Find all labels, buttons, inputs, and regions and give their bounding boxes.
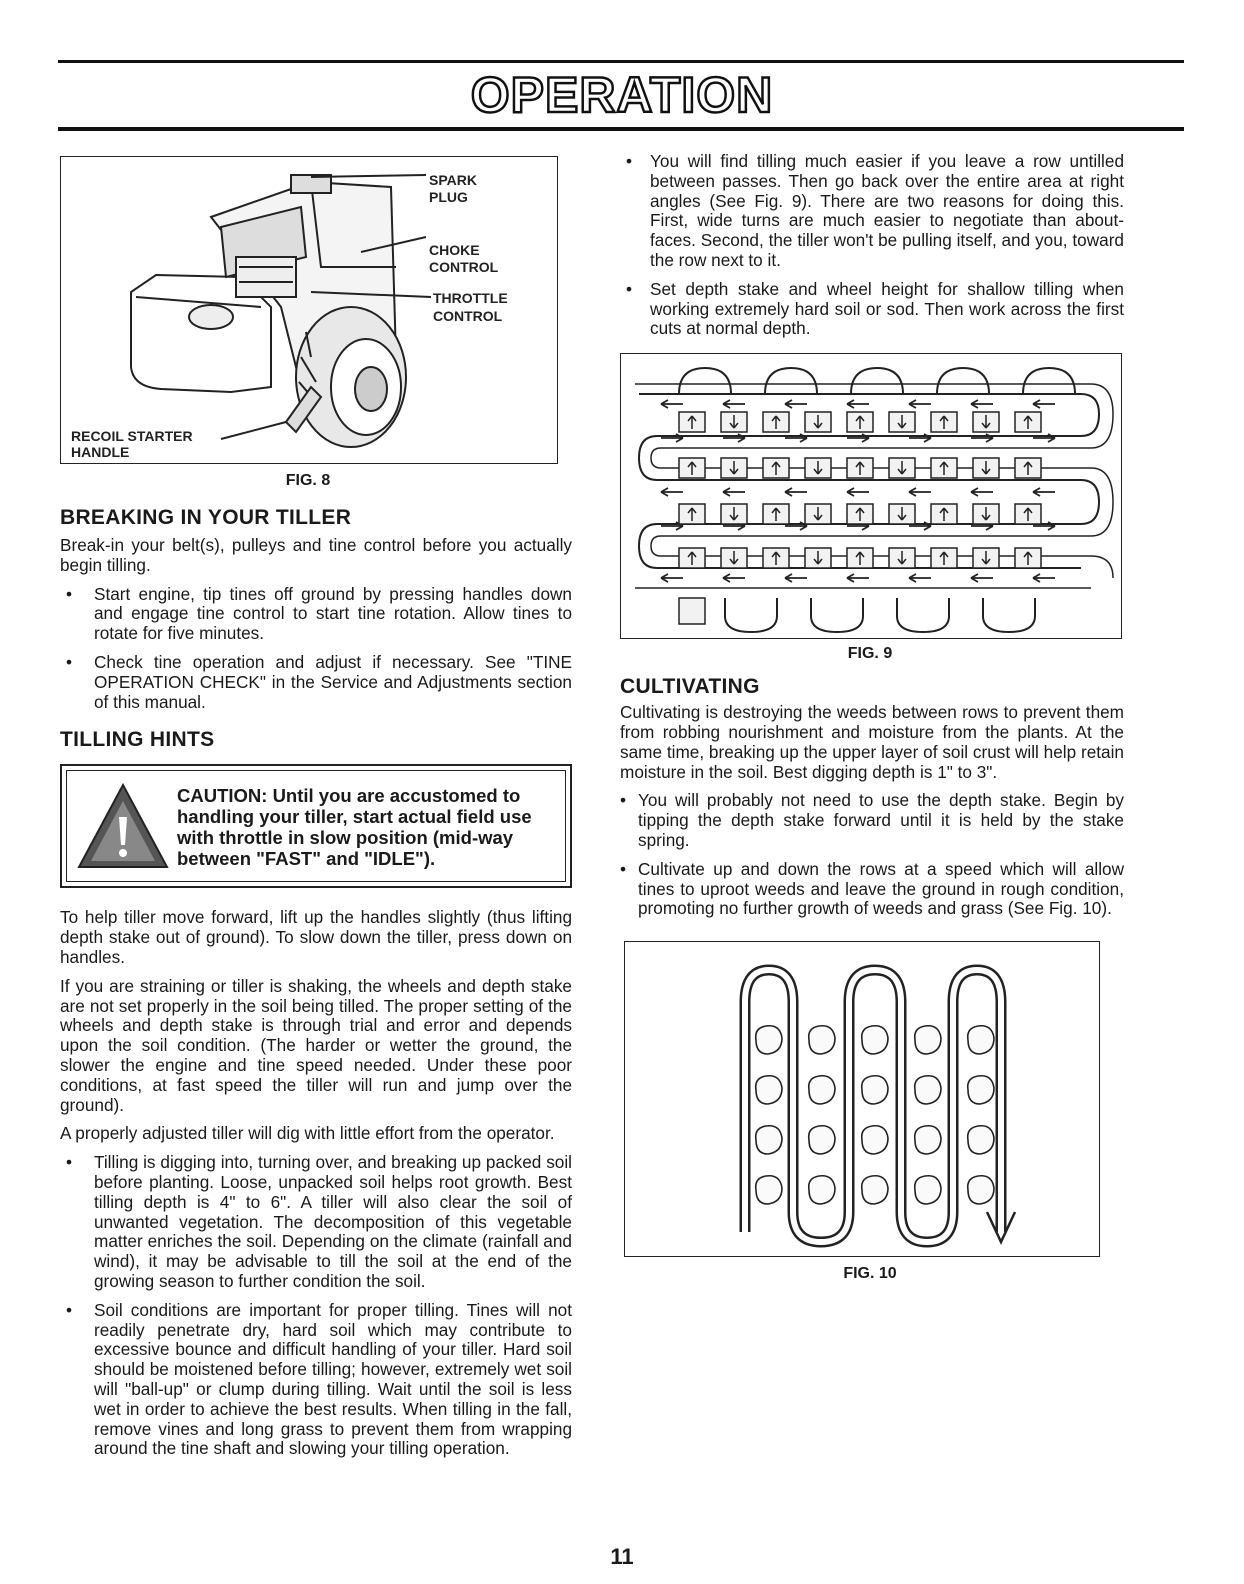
engine-illustration: [61, 157, 557, 463]
weed-plant: [862, 1126, 888, 1154]
tilling-para-1: To help tiller move forward, lift up the handles slightly (thus lifting depth stake out of ground). To slow down the tiller, press down on handles.: [60, 907, 572, 967]
turn-loop: [765, 368, 817, 394]
list-item: • You will probably not need to use the depth stake. Begin by tipping the depth stake forward until it is held by the stake spring.: [620, 790, 1124, 850]
row-arrow: [971, 400, 993, 408]
weed-plant: [968, 1026, 994, 1054]
label-recoil-1: RECOIL STARTER: [71, 428, 193, 444]
row-arrow: [723, 400, 745, 408]
tilling-para-3: A properly adjusted tiller will dig with little effort from the operator.: [60, 1123, 555, 1144]
cultivating-heading: CULTIVATING: [620, 675, 760, 699]
weed-plant: [968, 1176, 994, 1204]
weed-plant: [862, 1176, 888, 1204]
row-arrow: [1033, 400, 1055, 408]
cultivating-intro: Cultivating is destroying the weeds between rows to prevent them from robbing nourishment and moisture from the plants. At the same time, breaking up the upper layer of soil crust will help retain moisture in the soil. Best digging depth is 1" to 3".: [620, 702, 1124, 782]
fig8-box: [60, 156, 558, 464]
breaking-in-intro: Break-in your belt(s), pulleys and tine control before you actually begin tilling.: [60, 535, 572, 575]
row-arrow: [909, 574, 931, 582]
weed-plant: [915, 1026, 941, 1054]
breaking-in-list: [60, 585, 572, 713]
weed-plant: [809, 1126, 835, 1154]
fig10-caption: FIG. 10: [843, 1265, 897, 1283]
turn-loop: [679, 368, 731, 394]
weed-plant: [862, 1026, 888, 1054]
weed-plant: [756, 1126, 782, 1154]
row-arrow: [661, 400, 683, 408]
row-arrow: [1033, 488, 1055, 496]
label-spark-plug-2: PLUG: [429, 189, 468, 205]
bullet: •: [66, 583, 73, 604]
warning-triangle-icon: [75, 779, 171, 875]
row-arrow: [723, 488, 745, 496]
tilling-para-2: If you are straining or tiller is shaking, the wheels and depth stake are not set properly in the soil being tilled. The proper setting of the wheels and depth stake is through trial and error and depends upon the soil condition. (The harder or wetter the ground, the slower the engine and tine speed needed. Under these poor conditions, at fast speed the tiller will run and jump over the ground).: [60, 975, 572, 1115]
weed-plant: [968, 1076, 994, 1104]
label-choke-1: CHOKE: [429, 242, 480, 258]
label-choke-2: CONTROL: [429, 259, 499, 275]
bottom-turn-loop: [983, 598, 1035, 632]
bottom-turn-loop: [725, 598, 777, 632]
cross-cell: [679, 598, 705, 624]
bullet: •: [620, 790, 627, 811]
row-arrow: [1033, 574, 1055, 582]
row-arrow: [971, 574, 993, 582]
right-column: [620, 152, 1124, 1283]
bullet: •: [620, 858, 627, 879]
page-number: 11: [610, 1544, 634, 1569]
list-item: • You will find tilling much easier if you leave a row untilled between passes. Then go back over the entire area at right angles (See Fig. 9). There are two reasons for doing this. First, wide turns are much easier to negotiate than about-faces. Second, the tiller won't be pulling itself, and you, toward the row next to it.: [626, 151, 1124, 270]
row-arrow: [909, 488, 931, 496]
row-arrow: [785, 574, 807, 582]
tilling-pattern-diagram: [621, 354, 1121, 638]
weed-plant: [809, 1026, 835, 1054]
weed-plant: [756, 1176, 782, 1204]
bullet: •: [66, 651, 73, 672]
bullet: •: [66, 1152, 73, 1173]
weed-plant: [968, 1126, 994, 1154]
fig10-box: [624, 941, 1100, 1257]
list-item: • Check tine operation and adjust if necessary. See "TINE OPERATION CHECK" in the Service and Adjustments section of this manual.: [66, 651, 572, 712]
page-title: OPERATION: [470, 67, 774, 123]
row-arrow: [847, 574, 869, 582]
label-recoil-2: HANDLE: [71, 444, 130, 460]
row-arrow: [971, 488, 993, 496]
weed-plant: [915, 1076, 941, 1104]
label-spark-plug-1: SPARK: [429, 172, 477, 188]
label-throttle-1: THROTTLE: [433, 290, 508, 306]
label-throttle-2: CONTROL: [433, 308, 503, 324]
left-column: [60, 156, 572, 1468]
row-arrow: [661, 488, 683, 496]
bottom-turn-loop: [897, 598, 949, 632]
tilling-hints-continued-list: [620, 152, 1124, 339]
bullet: •: [626, 151, 633, 171]
cultivating-list: [620, 791, 1124, 919]
fig9-box: [620, 353, 1122, 639]
row-arrow: [909, 400, 931, 408]
caution-box: [60, 764, 572, 888]
bullet: •: [626, 278, 633, 299]
list-item: • Soil conditions are important for proper tilling. Tines will not readily penetrate dry, hard soil which may contribute to excessive bounce and difficult handling of your tiller. Hard soil should be moistened before tilling; however, extremely wet soil will "ball-up" or clump during tilling. Wait until the soil is less wet in order to achieve the best results. When tilling in the fall, remove vines and long grass to prevent them from wrapping around the tine shaft and slowing your tilling operation.: [66, 1299, 572, 1459]
fig8-caption: FIG. 8: [285, 472, 331, 489]
weed-plant: [862, 1076, 888, 1104]
list-item: • Cultivate up and down the rows at a speed which will allow tines to uproot weeds and leave the ground in rough condition, promoting no further growth of weeds and grass (See Fig. 10).: [620, 858, 1124, 919]
breaking-in-heading: BREAKING IN YOUR TILLER: [60, 506, 352, 529]
list-item: • Start engine, tip tines off ground by pressing handles down and engage tine control to start tine rotation. Allow tines to rotate for five minutes.: [66, 583, 572, 644]
bullet: •: [66, 1299, 73, 1320]
row-arrow: [785, 488, 807, 496]
weed-plant: [915, 1126, 941, 1154]
weed-plant: [756, 1026, 782, 1054]
row-arrow: [847, 400, 869, 408]
row-arrow: [723, 574, 745, 582]
row-arrow: [785, 400, 807, 408]
turn-loop: [851, 368, 903, 394]
weed-plant: [809, 1076, 835, 1104]
fig9-caption: FIG. 9: [847, 645, 893, 663]
caution-text: CAUTION: Until you are accustomed to handling your tiller, start actual field use with throttle in slow position (mid-way between "FAST" and "IDLE").: [177, 785, 532, 870]
cultivating-pattern-diagram: [625, 942, 1099, 1256]
turn-loop: [1023, 368, 1075, 394]
top-rule: [58, 60, 1184, 63]
list-item: • Set depth stake and wheel height for shallow tilling when working extremely hard soil or sod. Then work across the first cuts at normal depth.: [626, 278, 1124, 339]
tilling-hints-list: [60, 1153, 572, 1459]
weed-plant: [756, 1076, 782, 1104]
bottom-turn-loop: [811, 598, 863, 632]
turn-loop: [937, 368, 989, 394]
row-arrow: [661, 574, 683, 582]
weed-plant: [915, 1176, 941, 1204]
weed-plant: [809, 1176, 835, 1204]
row-arrow: [847, 488, 869, 496]
list-item: • Tilling is digging into, turning over, and breaking up packed soil before planting. Loose, unpacked soil helps root growth. Best tilling depth is 4" to 6". A tiller will also clear the soil of unwanted vegetation. The decomposition of this vegetable matter enriches the soil. Depending on the climate (rainfall and wind), it may be advisable to till the soil at the end of the growing season to further condition the soil.: [66, 1152, 572, 1291]
title-underline: [58, 127, 1184, 131]
tilling-hints-heading: TILLING HINTS: [60, 728, 215, 752]
